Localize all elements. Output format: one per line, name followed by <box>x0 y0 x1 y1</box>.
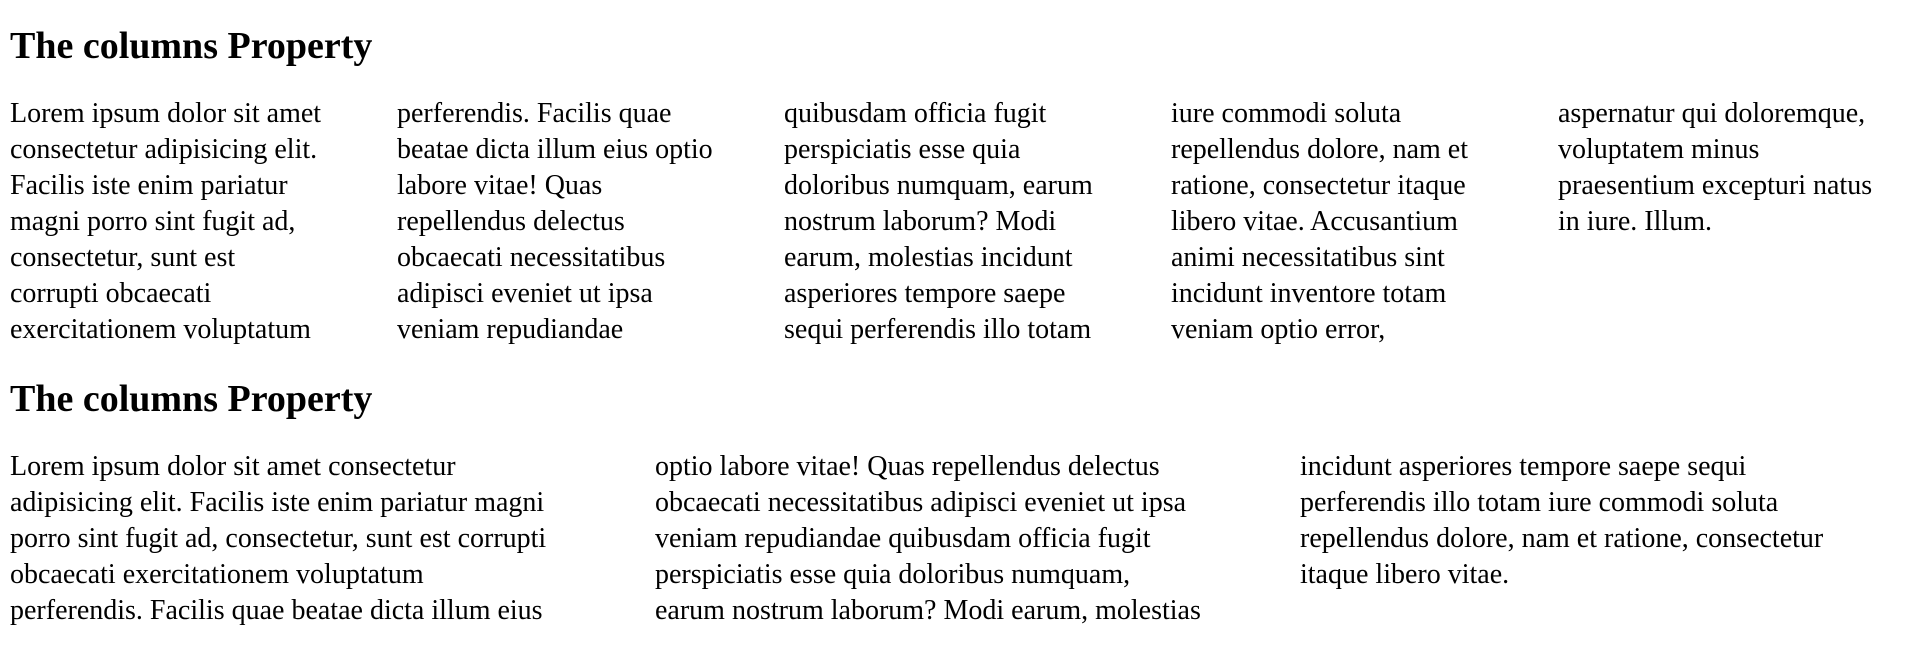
text-line: praesentium excepturi natus <box>1558 170 1873 201</box>
section1-column-5 <box>1558 96 1872 240</box>
text-line: consectetur, sunt est <box>10 242 236 273</box>
text-line: earum nostrum laborum? Modi earum, molestias <box>655 595 1201 626</box>
section2-column-1 <box>10 449 546 629</box>
text-line: veniam repudiandae quibusdam officia fugit <box>655 523 1151 554</box>
text-line: repellendus delectus <box>397 206 625 237</box>
text-line: libero vitae. Accusantium <box>1171 206 1458 237</box>
text-line: incidunt inventore totam <box>1171 278 1447 309</box>
text-line: asperiores tempore saepe <box>784 278 1066 309</box>
text-line: magni porro sint fugit ad, <box>10 206 296 237</box>
text-line: perferendis. Facilis quae beatae dicta illum eius <box>10 595 543 626</box>
section2-column-3 <box>1300 449 1823 593</box>
text-line: adipisicing elit. Facilis iste enim pariatur magni <box>10 487 545 518</box>
text-line: perspiciatis esse quia doloribus numquam, <box>655 559 1131 590</box>
text-line: obcaecati exercitationem voluptatum <box>10 559 424 590</box>
text-line: perferendis. Facilis quae <box>397 98 672 129</box>
section1-column-2 <box>397 96 713 348</box>
text-line: beatae dicta illum eius optio <box>397 134 713 165</box>
text-line: quibusdam officia fugit <box>784 98 1047 129</box>
text-line: consectetur adipisicing elit. <box>10 134 318 165</box>
text-line: exercitationem voluptatum <box>10 314 311 345</box>
text-line: ratione, consectetur itaque <box>1171 170 1466 201</box>
text-line: veniam repudiandae <box>397 314 624 345</box>
text-line: labore vitae! Quas <box>397 170 603 201</box>
text-line: aspernatur qui doloremque, <box>1558 98 1866 129</box>
text-line: perspiciatis esse quia <box>784 134 1021 165</box>
text-line: itaque libero vitae. <box>1300 559 1510 590</box>
text-line: obcaecati necessitatibus adipisci eveniet ut ipsa <box>655 487 1187 518</box>
text-line: animi necessitatibus sint <box>1171 242 1445 273</box>
text-line: optio labore vitae! Quas repellendus delectus <box>655 451 1160 482</box>
section1-column-1 <box>10 96 321 348</box>
section2-column-2 <box>655 449 1201 629</box>
text-line: adipisci eveniet ut ipsa <box>397 278 653 309</box>
text-line: Lorem ipsum dolor sit amet consectetur <box>10 451 456 482</box>
text-line: corrupti obcaecati <box>10 278 212 309</box>
text-line: repellendus dolore, nam et <box>1171 134 1469 165</box>
text-line: iure commodi soluta <box>1171 98 1402 129</box>
text-line: voluptatem minus <box>1558 134 1760 165</box>
text-line: in iure. Illum. <box>1558 206 1712 237</box>
section1-heading: The columns Property <box>10 25 373 67</box>
section2-heading: The columns Property <box>10 378 373 420</box>
text-line: repellendus dolore, nam et ratione, consectetur <box>1300 523 1824 554</box>
text-line: incidunt asperiores tempore saepe sequi <box>1300 451 1747 482</box>
text-line: Lorem ipsum dolor sit amet <box>10 98 322 129</box>
text-line: sequi perferendis illo totam <box>784 314 1092 345</box>
section1-column-3 <box>784 96 1093 348</box>
text-line: obcaecati necessitatibus <box>397 242 666 273</box>
section1-column-4 <box>1171 96 1468 348</box>
text-line: earum, molestias incidunt <box>784 242 1073 273</box>
text-line: Facilis iste enim pariatur <box>10 170 288 201</box>
text-line: porro sint fugit ad, consectetur, sunt est corrupti <box>10 523 547 554</box>
text-line: veniam optio error, <box>1171 314 1386 345</box>
text-line: doloribus numquam, earum <box>784 170 1093 201</box>
text-line: perferendis illo totam iure commodi soluta <box>1300 487 1779 518</box>
text-line: nostrum laborum? Modi <box>784 206 1057 237</box>
